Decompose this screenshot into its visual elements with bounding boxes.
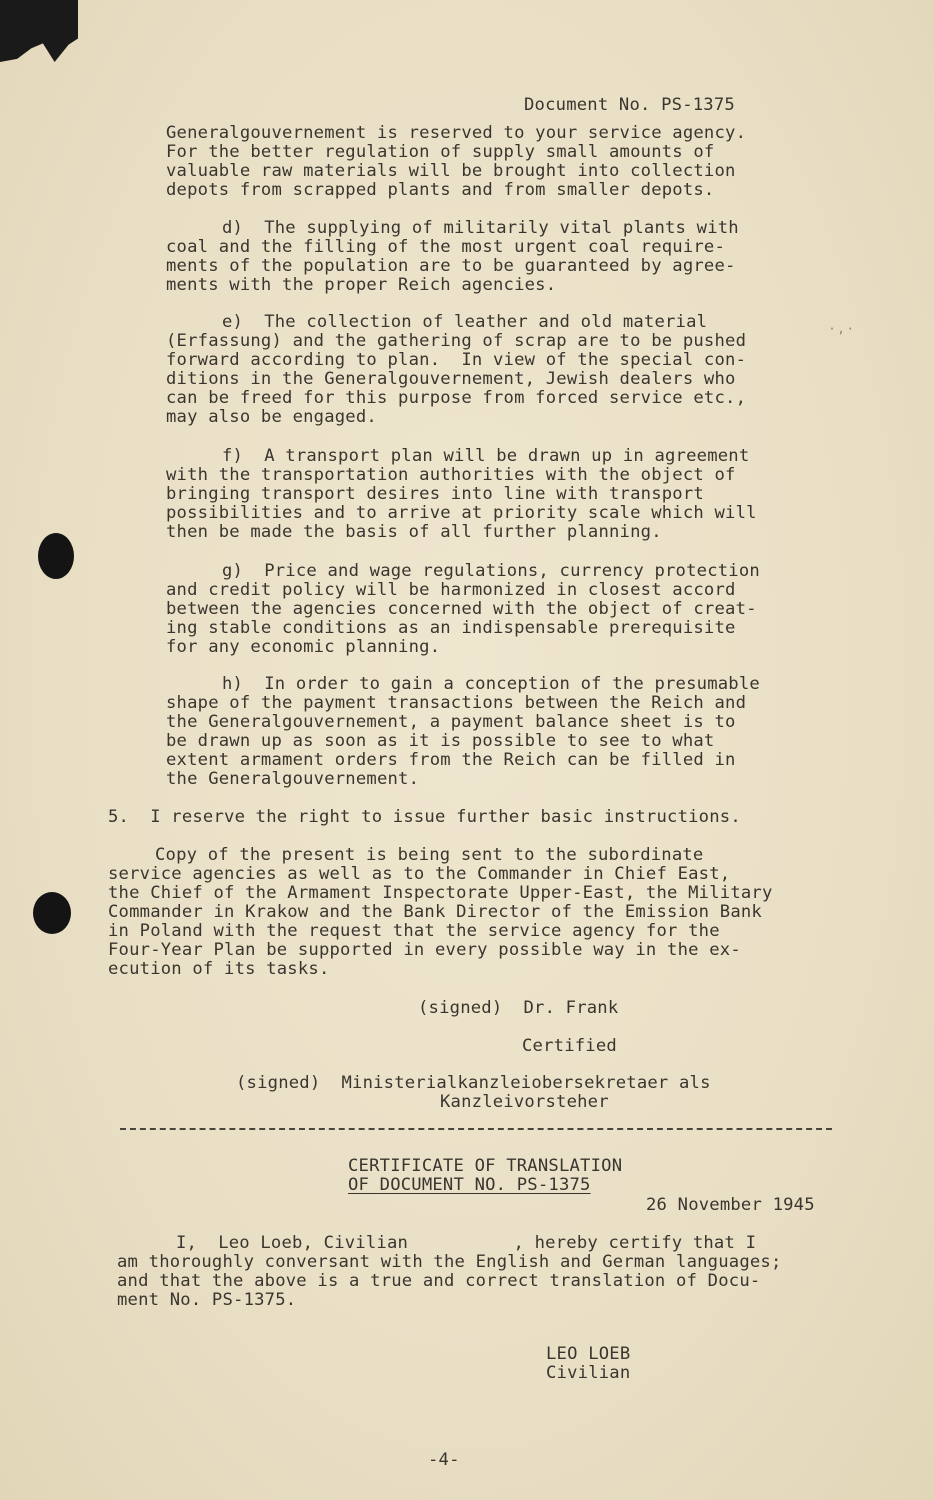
copy-line: in Poland with the request that the service agency for the (108, 921, 720, 941)
item-f-line: bringing transport desires into line with transport (166, 484, 704, 504)
item-f-line: f) A transport plan will be drawn up in agreement (222, 446, 750, 466)
item-e-line: can be freed for this purpose from forced service etc., (166, 388, 747, 408)
copy-line: Copy of the present is being sent to the subordinate (155, 845, 704, 865)
signed-official: (signed) Ministerialkanzleiobersekretaer als (236, 1073, 711, 1093)
copy-line: Commander in Krakow and the Bank Director of the Emission Bank (108, 902, 762, 922)
intro-line: depots from scrapped plants and from smaller depots. (166, 180, 715, 200)
document-number: Document No. PS-1375 (524, 95, 735, 115)
item-e-line: ditions in the Generalgouvernement, Jewish dealers who (166, 369, 736, 389)
certificate-text-line: I, Leo Loeb, Civilian , hereby certify that I (176, 1233, 757, 1253)
item-e-line: may also be engaged. (166, 407, 377, 427)
item-h-line: the Generalgouvernement, a payment balance sheet is to (166, 712, 736, 732)
item-g-line: for any economic planning. (166, 637, 441, 657)
margin-specks: ·,· (828, 322, 856, 336)
item-g-line: ing stable conditions as an indispensable prerequisite (166, 618, 736, 638)
translator-role: Civilian (546, 1363, 631, 1383)
certified-label: Certified (522, 1036, 617, 1056)
punch-hole-top (38, 533, 74, 579)
certificate-text-line: am thoroughly conversant with the English and German languages; (117, 1252, 782, 1272)
copy-line: Four-Year Plan be supported in every possible way in the ex- (108, 940, 741, 960)
item-d-line: ments with the proper Reich agencies. (166, 275, 557, 295)
item-d-line: d) The supplying of militarily vital plants with (222, 218, 739, 238)
item-f-line: with the transportation authorities with the object of (166, 465, 736, 485)
item-h-line: h) In order to gain a conception of the presumable (222, 674, 760, 694)
certificate-text-line: and that the above is a true and correct translation of Docu- (117, 1271, 761, 1291)
copy-line: ecution of its tasks. (108, 959, 330, 979)
certificate-text-line: ment No. PS-1375. (117, 1290, 297, 1310)
item-g-line: g) Price and wage regulations, currency protection (222, 561, 760, 581)
certificate-date: 26 November 1945 (646, 1195, 815, 1215)
item-d-line: coal and the filling of the most urgent coal require- (166, 237, 726, 257)
item-d-line: ments of the population are to be guaranteed by agree- (166, 256, 736, 276)
item-e-line: (Erfassung) and the gathering of scrap are to be pushed (166, 331, 747, 351)
item-h-line: extent armament orders from the Reich can be filled in (166, 750, 736, 770)
copy-line: service agencies as well as to the Commander in Chief East, (108, 864, 731, 884)
item-e-line: e) The collection of leather and old material (222, 312, 708, 332)
certificate-title: CERTIFICATE OF TRANSLATION (348, 1156, 623, 1176)
intro-line: valuable raw materials will be brought into collection (166, 161, 736, 181)
item-h-line: be drawn up as soon as it is possible to see to what (166, 731, 715, 751)
page-number: -4- (428, 1450, 460, 1470)
translator-name: LEO LOEB (546, 1344, 631, 1364)
item-f-line: possibilities and to arrive at priority scale which will (166, 503, 757, 523)
copy-line: the Chief of the Armament Inspectorate Upper-East, the Military (108, 883, 773, 903)
intro-line: Generalgouvernement is reserved to your service agency. (166, 123, 747, 143)
section-divider (120, 1128, 832, 1130)
item-g-line: between the agencies concerned with the object of creat- (166, 599, 757, 619)
certificate-subtitle: OF DOCUMENT NO. PS-1375 (348, 1175, 591, 1195)
item-g-line: and credit policy will be harmonized in closest accord (166, 580, 736, 600)
item-f-line: then be made the basis of all further planning. (166, 522, 662, 542)
item-h-line: shape of the payment transactions between the Reich and (166, 693, 747, 713)
official-title: Kanzleivorsteher (440, 1092, 609, 1112)
signed-frank: (signed) Dr. Frank (418, 998, 619, 1018)
intro-line: For the better regulation of supply small amounts of (166, 142, 715, 162)
item-5-line: 5. I reserve the right to issue further basic instructions. (108, 807, 741, 827)
item-h-line: the Generalgouvernement. (166, 769, 420, 789)
punch-hole-bottom (33, 892, 71, 934)
item-e-line: forward according to plan. In view of the special con- (166, 350, 747, 370)
